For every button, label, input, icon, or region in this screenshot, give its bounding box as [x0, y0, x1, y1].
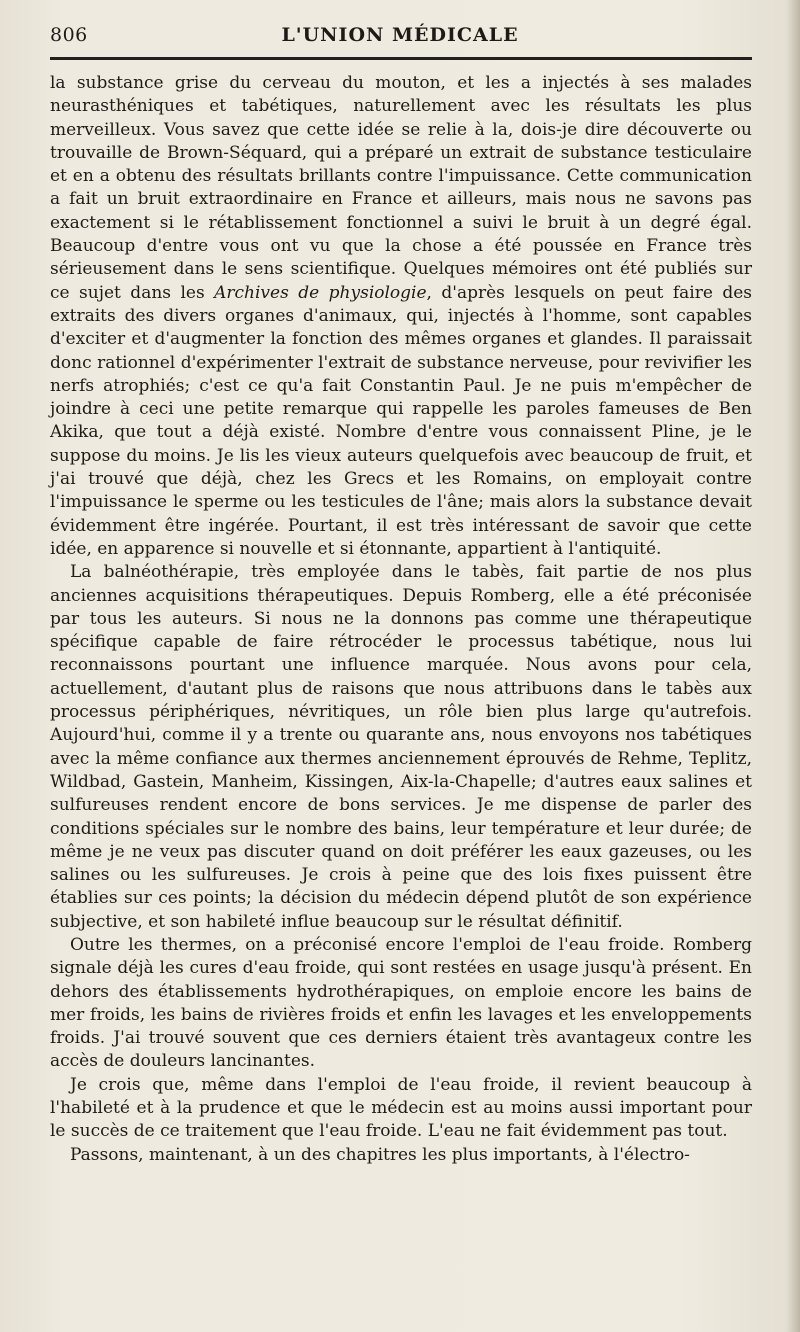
- page-header: [50, 22, 750, 58]
- paragraph-1: [50, 72, 752, 561]
- journal-title: Archives de physiologie: [214, 282, 427, 303]
- paragraph-1-text: la substance grise du cerveau du mouton, et les a injectés à ses malades neurasthéniques et tabétiques, naturellement avec les résultats les plus merveilleux. Vous savez que cette idée se relie à la, dois-je dire découverte ou trouvaille de Brown-Séquard, qui a préparé un extrait de substance testiculaire et en a obtenu des résultats brillants contre l'impuissance. Cette communication a fait un bruit extraordinaire en France et ailleurs, mais nous ne savons pas exactement si le rétablissement fonctionnel a suivi le bruit à un degré égal. Beaucoup d'entre vous ont vu que la chose a été poussée en France très sérieusement dans le sens scientifique. Quelques mémoires ont été publiés sur ce sujet dans les: [50, 73, 752, 303]
- page-edge-shadow: [786, 0, 800, 1332]
- paragraph-1-rest: , d'après lesquels on peut faire des extraits des divers organes d'animaux, qui, injectés à l'homme, sont capables d'exciter et d'augmenter la fonction des mêmes organes et glandes. Il paraissait donc rationnel d'expérimenter l'extrait de substance nerveuse, pour revivifier les nerfs atrophiés; c'est ce qu'a fait Constantin Paul. Je ne puis m'empêcher de joindre à ceci une petite remarque qui rappelle les paroles fameuses de Ben Akika, que tout a déjà existé. Nombre d'entre vous connaissent Pline, je le suppose du moins. Je lis les vieux auteurs quelquefois avec beaucoup de fruit, et j'ai trouvé que déjà, chez les Grecs et les Romains, on employait contre l'impuissance le sperme ou les testicules de l'âne; mais alors la substance devait évidemment être ingérée. Pourtant, il est très intéressant de savoir que cette idée, en apparence si nouvelle et si étonnante, appartient à l'antiquité.: [50, 282, 752, 559]
- page-number: 806: [50, 24, 88, 46]
- running-title: L'UNION MÉDICALE: [281, 24, 519, 46]
- paragraph-5: Passons, maintenant, à un des chapitres les plus importants, à l'électro-: [70, 1144, 690, 1165]
- article-body: [50, 72, 752, 1167]
- paragraph-3: Outre les thermes, on a préconisé encore l'emploi de l'eau froide. Romberg signale déjà les cures d'eau froide, qui sont restées en usage jusqu'à présent. En dehors des établissements hydrothérapiques, on emploie encore les bains de mer froids, les bains de rivières froids et enfin les lavages et les enveloppements froids. J'ai trouvé souvent que ces derniers étaient très avantageux contre les accès de douleurs lancinantes.: [50, 934, 752, 1072]
- paragraph-4: Je crois que, même dans l'emploi de l'eau froide, il revient beaucoup à l'habileté et à la prudence et que le médecin est au moins aussi important pour le succès de ce traitement que l'eau froide. L'eau ne fait évidemment pas tout.: [50, 1074, 752, 1142]
- header-rule: [50, 57, 752, 60]
- paragraph-2: La balnéothérapie, très employée dans le tabès, fait partie de nos plus anciennes acquisitions thérapeutiques. Depuis Romberg, elle a été préconisée par tous les auteurs. Si nous ne la donnons pas comme une thérapeutique spécifique capable de faire rétrocéder le processus tabétique, nous lui reconnaissons pourtant une influence marquée. Nous avons pour cela, actuellement, d'autant plus de raisons que nous attribuons dans le tabès aux processus périphériques, névritiques, un rôle bien plus large qu'autrefois. Aujourd'hui, comme il y a trente ou quarante ans, nous envoyons nos tabétiques avec la même confiance aux thermes anciennement éprouvés de Rehme, Teplitz, Wildbad, Gastein, Manheim, Kissingen, Aix-la-Chapelle; d'autres eaux salines et sulfureuses rendent encore de bons services. Je me dispense de parler des conditions spéciales sur le nombre des bains, leur température et leur durée; de même je ne veux pas discuter quand on doit préférer les eaux gazeuses, ou les salines ou les sulfureuses. Je crois à peine que des lois fixes puissent être établies sur ces points; la décision du médecin dépend plutôt de son expérience subjective, et son habileté influe beaucoup sur le résultat définitif.: [50, 562, 752, 932]
